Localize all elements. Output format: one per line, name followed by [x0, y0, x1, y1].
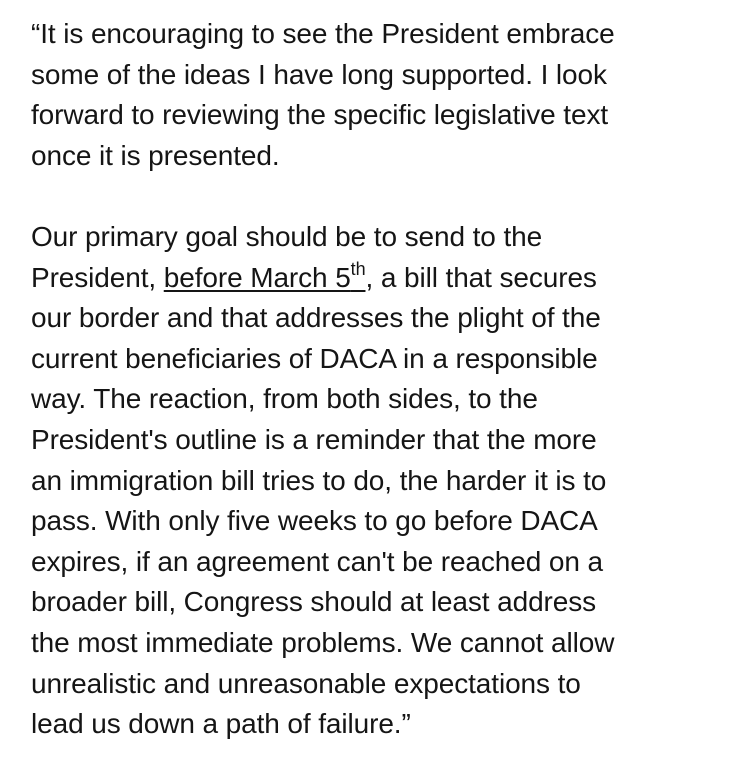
paragraph-1-line: some of the ideas I have long supported. I look	[31, 58, 607, 90]
paragraph-2-line-with-link	[31, 258, 730, 299]
paragraph-2-line: broader bill, Congress should at least address	[31, 586, 597, 618]
paragraph-2-line: our border and that addresses the plight of the	[31, 302, 601, 334]
paragraph-2-line: Our primary goal should be to send to the	[31, 220, 543, 252]
paragraph-2-line: pass. With only five weeks to go before DACA	[31, 505, 598, 537]
paragraph-1-line: forward to reviewing the specific legislative text	[31, 99, 609, 131]
line-text-after-link: , a bill that secures	[365, 261, 597, 293]
date-link-text[interactable]: before March 5	[163, 261, 351, 293]
paragraph-2-line: current beneficiaries of DACA in a responsible	[31, 342, 598, 374]
date-link-superscript[interactable]: th	[350, 258, 366, 279]
date-link[interactable]	[163, 258, 366, 293]
paragraph-2-line: President's outline is a reminder that the more	[31, 423, 597, 455]
paragraph-2-line: expires, if an agreement can't be reached on a	[31, 545, 603, 577]
paragraph-2-line: an immigration bill tries to do, the harder it is to	[31, 464, 607, 496]
paragraph-1	[31, 14, 730, 176]
paragraph-1-line: “It is encouraging to see the President embrace	[31, 18, 615, 49]
paragraph-2	[31, 217, 730, 745]
paragraph-2-line: unrealistic and unreasonable expectations to	[31, 667, 581, 699]
line-text-before-link: President,	[31, 261, 164, 293]
paragraph-spacer	[31, 176, 730, 217]
paragraph-2-line: way. The reaction, from both sides, to the	[31, 383, 538, 415]
paragraph-2-line: lead us down a path of failure.”	[31, 708, 411, 740]
paragraph-2-line: the most immediate problems. We cannot allow	[31, 626, 615, 658]
paragraph-1-line: once it is presented.	[31, 139, 280, 171]
